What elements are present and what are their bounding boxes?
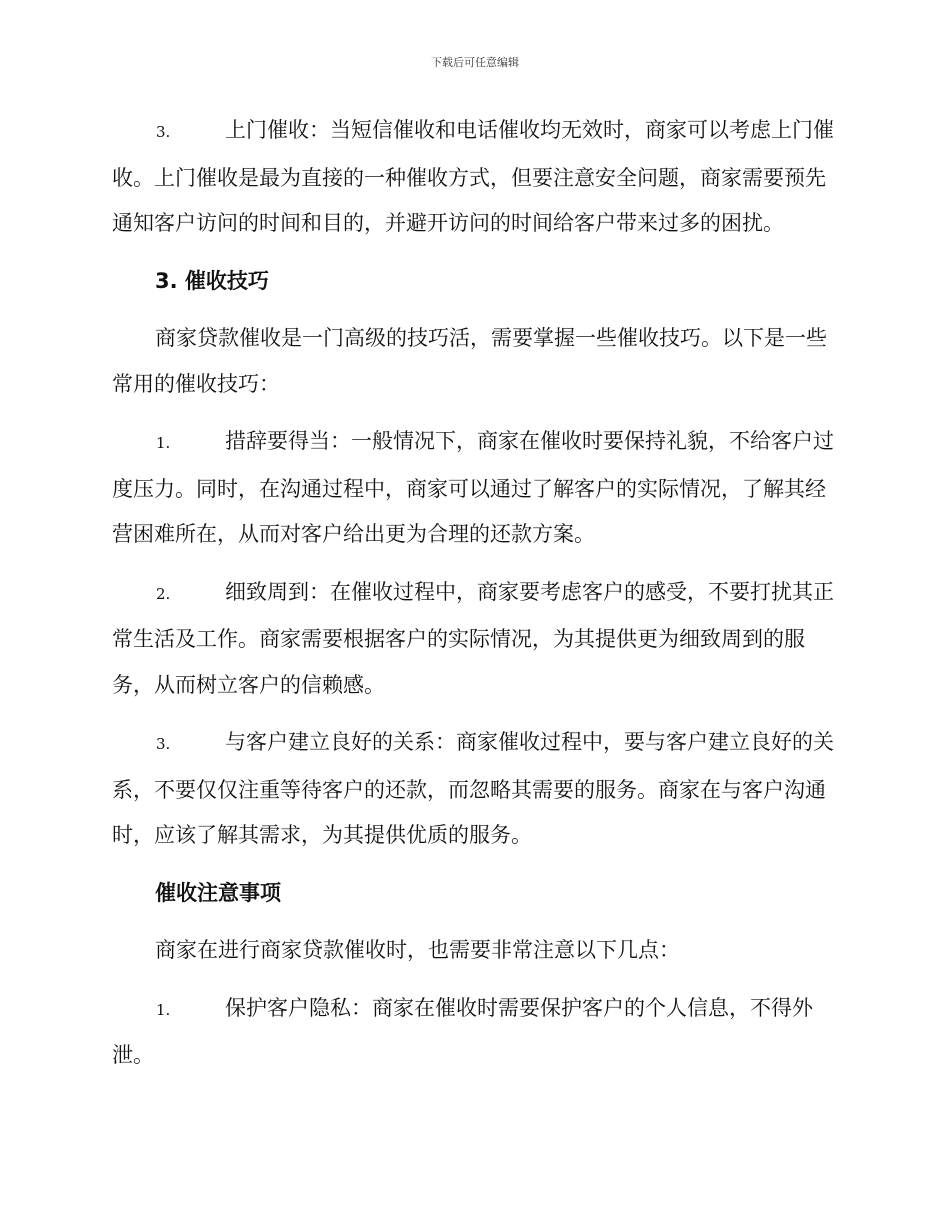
list-item-skill-2 xyxy=(112,570,836,709)
list-item-note-1 xyxy=(112,986,836,1079)
list-item-visit-collection xyxy=(112,108,836,247)
list-item-skill-3 xyxy=(112,720,836,859)
page-header: 下载后可任意编辑 xyxy=(431,56,519,69)
list-text: 细致周到：在催收过程中，商家要考虑客户的感受，不要打扰其正常生活及工作。商家需要根据客户的实际情况，为其提供更为细致周到的服务，从而树立客户的信赖感。 xyxy=(112,579,834,697)
list-text: 措辞要得当：一般情况下，商家在催收时要保持礼貌，不给客户过度压力。同时，在沟通过程中，商家可以通过了解客户的实际情况，了解其经营困难所在，从而对客户给出更为合理的还款方案。 xyxy=(112,429,834,546)
list-number: 1. xyxy=(156,434,171,452)
list-text: 保护客户隐私：商家在催收时需要保护客户的个人信息，不得外泄。 xyxy=(112,995,813,1067)
list-number: 3. xyxy=(156,123,171,141)
section-intro-notes: 商家在进行商家贷款催收时，也需要非常注意以下几点： xyxy=(155,938,680,962)
document-body xyxy=(112,108,836,1079)
section-heading-skills: 3. 催收技巧 xyxy=(155,268,269,293)
section-heading-notes: 催收注意事项 xyxy=(155,880,281,905)
list-number: 1. xyxy=(156,1000,171,1019)
section-intro-skills: 商家贷款催收是一门高级的技巧活，需要掌握一些催收技巧。以下是一些常用的催收技巧： xyxy=(112,326,827,396)
list-number: 3. xyxy=(156,735,171,753)
list-text: 与客户建立良好的关系：商家催收过程中，要与客户建立良好的关系，不要仅仅注重等待客户的还款，而忽略其需要的服务。商家在与客户沟通时，应该了解其需求，为其提供优质的服务。 xyxy=(112,730,834,847)
list-text: 上门催收：当短信催收和电话催收均无效时，商家可以考虑上门催收。上门催收是最为直接的一种催收方式，但要注意安全问题，商家需要预先通知客户访问的时间和目的，并避开访问的时间给客户带来过多的困扰。 xyxy=(112,118,834,235)
list-item-skill-1 xyxy=(112,419,836,558)
list-number: 2. xyxy=(156,584,171,603)
